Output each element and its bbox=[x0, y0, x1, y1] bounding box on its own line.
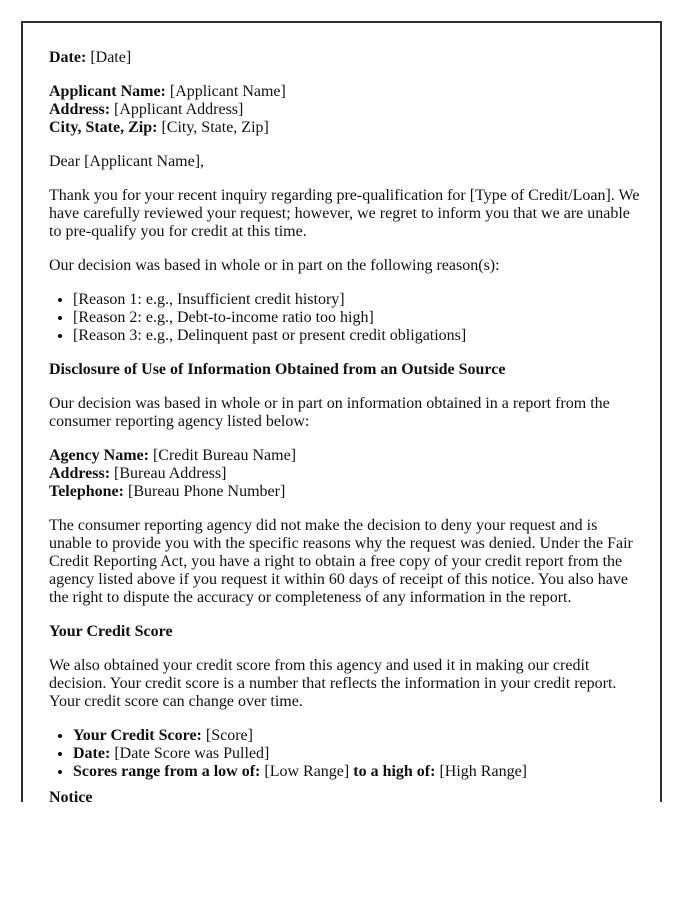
reason-item: • [Reason 2: e.g., Debt-to-income ratio too high] bbox=[73, 309, 640, 327]
reasons-intro: Our decision was based in whole or in part on the following reason(s): bbox=[49, 257, 500, 274]
applicant-block bbox=[49, 83, 640, 137]
applicant-address-label: Address: bbox=[49, 101, 111, 118]
truncated-notice-heading: Notice bbox=[49, 789, 93, 802]
reason-item: • [Reason 3: e.g., Delinquent past or present credit obligations] bbox=[73, 327, 640, 345]
credit-score-paragraph: We also obtained your credit score from this agency and used it in making our credit decision. Your credit score is a number that reflects the information in your credit report. Your credit score can change over time. bbox=[49, 657, 617, 710]
applicant-city-label: City, State, Zip: bbox=[49, 119, 158, 136]
agency-block bbox=[49, 447, 640, 501]
score-date-item bbox=[73, 745, 640, 763]
score-item bbox=[73, 727, 640, 745]
bureau-address-line bbox=[49, 465, 640, 483]
score-range-item bbox=[73, 763, 640, 781]
letter-page bbox=[21, 21, 662, 802]
date-label: Date: bbox=[49, 49, 87, 66]
reason-item: • [Reason 1: e.g., Insufficient credit history] bbox=[73, 291, 640, 309]
applicant-name-value: [Applicant Name] bbox=[169, 83, 286, 100]
bureau-telephone-value: [Bureau Phone Number] bbox=[127, 483, 286, 500]
disclosure-heading: Disclosure of Use of Information Obtained from an Outside Source bbox=[49, 361, 506, 378]
agency-name-line bbox=[49, 447, 640, 465]
agency-name-label: Agency Name: bbox=[49, 447, 149, 464]
score-label: Your Credit Score: bbox=[73, 727, 202, 744]
applicant-address-line bbox=[49, 101, 640, 119]
date-value: [Date] bbox=[90, 49, 132, 66]
score-date-label: Date: bbox=[73, 745, 111, 762]
credit-score-list bbox=[49, 727, 640, 781]
bureau-telephone-line bbox=[49, 483, 640, 501]
date-line bbox=[49, 49, 640, 67]
agency-name-value: [Credit Bureau Name] bbox=[152, 447, 297, 464]
score-value: [Score] bbox=[205, 727, 253, 744]
applicant-name-label: Applicant Name: bbox=[49, 83, 166, 100]
applicant-city-line bbox=[49, 119, 640, 137]
range-high-label: to a high of: bbox=[353, 763, 436, 780]
page-clip-region bbox=[21, 21, 662, 802]
bureau-address-label: Address: bbox=[49, 465, 111, 482]
applicant-city-value: [City, State, Zip] bbox=[161, 119, 269, 136]
bureau-address-value: [Bureau Address] bbox=[114, 465, 227, 482]
applicant-name-line bbox=[49, 83, 640, 101]
credit-score-heading: Your Credit Score bbox=[49, 623, 173, 640]
intro-paragraph: Thank you for your recent inquiry regarding pre-qualification for [Type of Credit/Loan]. We have carefully reviewed your request; however, we regret to inform you that we are unable to pre-qualify you for credit at this time. bbox=[49, 187, 640, 240]
fcra-paragraph: The consumer reporting agency did not make the decision to deny your request and is unable to provide you with the specific reasons why the request was denied. Under the Fair Credit Reporting Act, you have a right to obtain a free copy of your credit report from the agency listed above if you request it within 60 days of receipt of this notice. You also have the right to dispute the accuracy or completeness of any information in the report. bbox=[49, 517, 633, 606]
disclosure-intro: Our decision was based in whole or in part on information obtained in a report from the consumer reporting agency listed below: bbox=[49, 395, 610, 430]
bureau-telephone-label: Telephone: bbox=[49, 483, 124, 500]
range-high-value: [High Range] bbox=[439, 763, 527, 780]
range-low-value: [Low Range] bbox=[264, 763, 350, 780]
applicant-address-value: [Applicant Address] bbox=[114, 101, 244, 118]
range-low-label: Scores range from a low of: bbox=[73, 763, 261, 780]
reasons-list bbox=[49, 291, 640, 345]
score-date-value: [Date Score was Pulled] bbox=[114, 745, 270, 762]
salutation: Dear [Applicant Name], bbox=[49, 153, 205, 170]
